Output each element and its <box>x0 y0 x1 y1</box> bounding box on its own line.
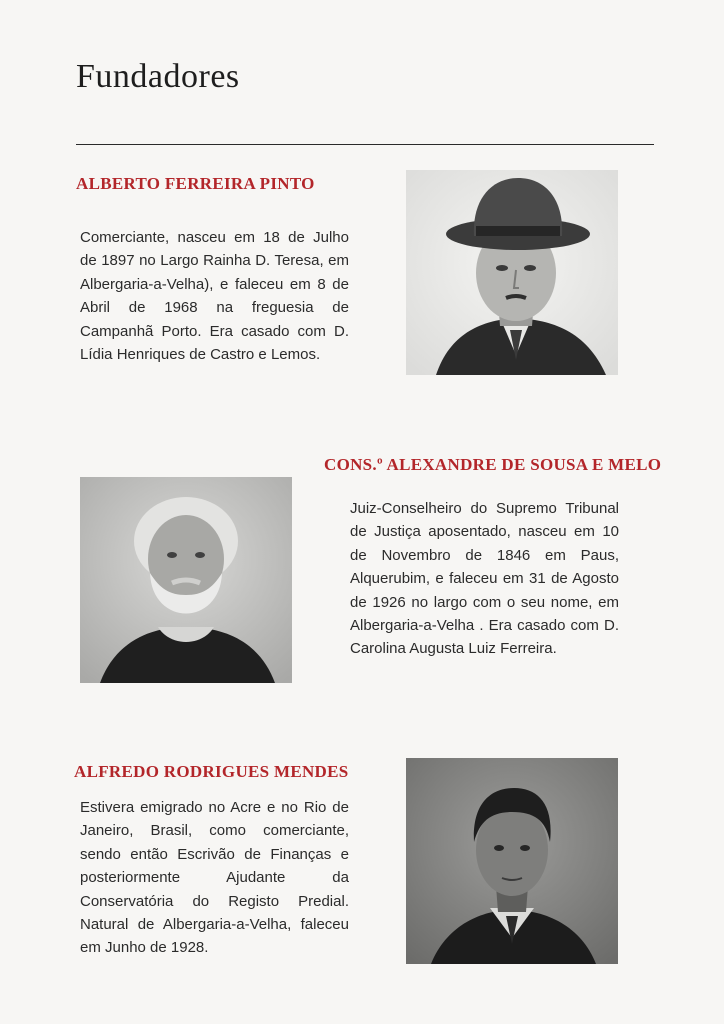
portrait-bearded-man-icon <box>80 477 292 683</box>
founder-bio: Comerciante, nasceu em 18 de Julho de 1897 no Largo Rainha D. Teresa, em Albergaria-a-Velha), e faleceu em 8 de Abril de 1968 na freguesia de Campanhã Porto. Era casado com D. Lídia Henriques de Castro e Lemos. <box>80 229 349 364</box>
founder-bio: Juiz-Conselheiro do Supremo Tribunal de Justiça aposentado, nasceu em 10 de Novembro de 1846 em Paus, Alquerubim, e faleceu em 31 de Agosto de 1926 no largo com o seu nome, em Albergaria-a-Velha . Era casado com D. Carolina Augusta Luiz Ferreira. <box>350 500 619 658</box>
founder-name: CONS.º ALEXANDRE DE SOUSA E MELO <box>324 455 662 474</box>
founder-bio: Estivera emigrado no Acre e no Rio de Janeiro, Brasil, como comerciante, sendo então Escrivão de Finanças e posteriormente Ajudante da Conservatória do Registo Predial. Natural de Albergaria-a-Velha, faleceu em Junho de 1928. <box>80 799 349 957</box>
portrait-young-man-icon <box>406 758 618 964</box>
page-title: Fundadores <box>76 58 240 95</box>
founder-name: ALFREDO RODRIGUES MENDES <box>74 762 349 781</box>
founder-name: ALBERTO FERREIRA PINTO <box>76 174 315 193</box>
portrait-man-hat-icon <box>406 170 618 375</box>
title-divider <box>76 144 654 145</box>
